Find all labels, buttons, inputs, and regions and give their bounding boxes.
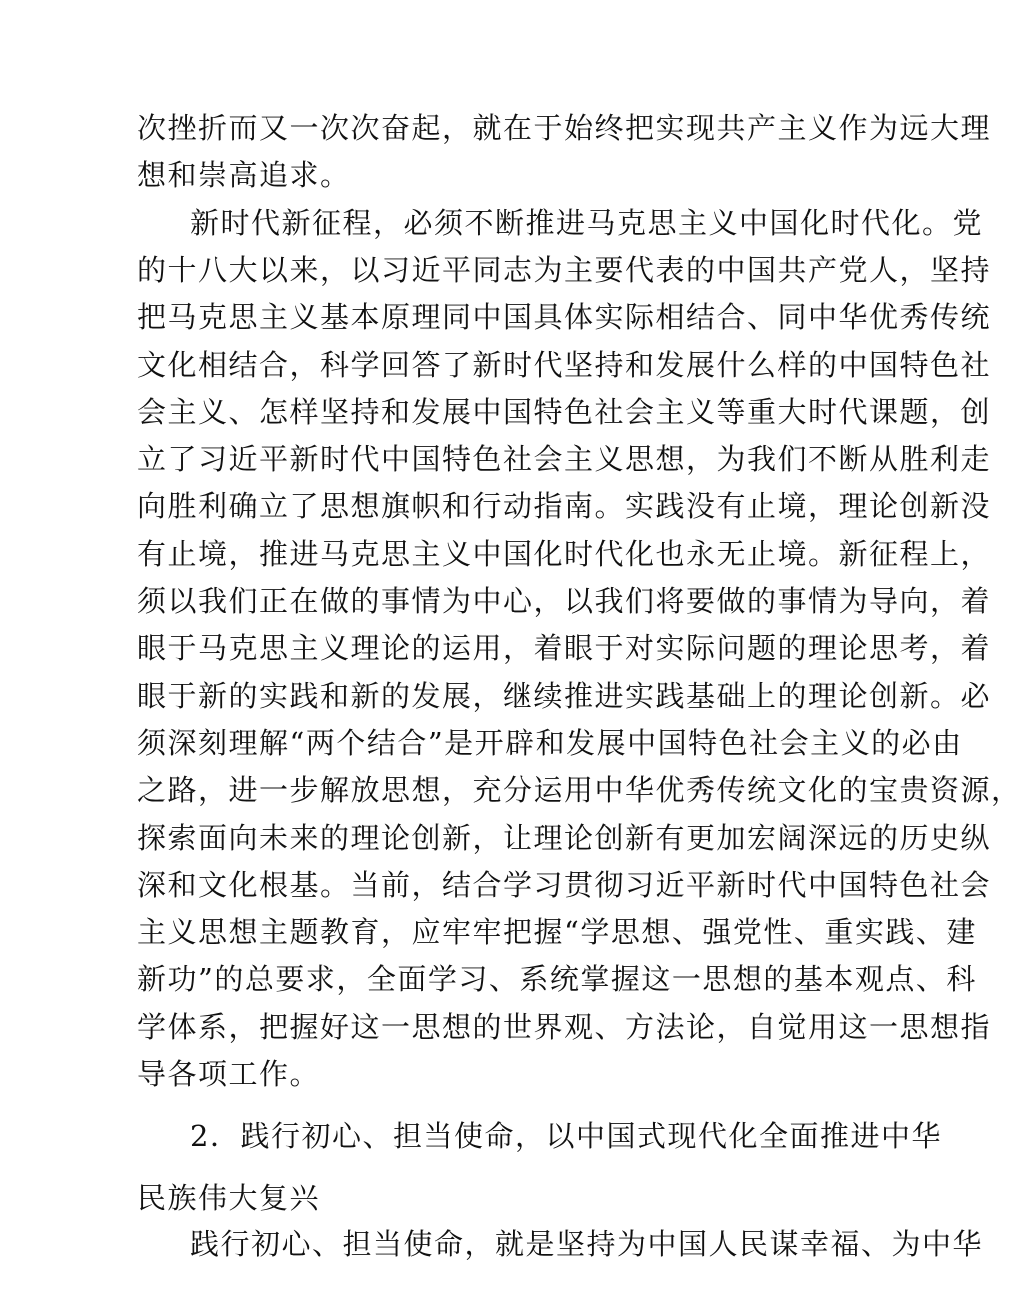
text-line: 向胜利确立了思想旗帜和行动指南。实践没有止境，理论创新没 — [137, 489, 992, 524]
text-line: 会主义、怎样坚持和发展中国特色社会主义等重大时代课题，创 — [137, 394, 992, 429]
section-heading-continuation: 民族伟大复兴 — [137, 1181, 321, 1215]
text-line: 眼于新的实践和新的发展，继续推进实践基础上的理论创新。必 — [137, 678, 992, 713]
text-line: 的十八大以来，以习近平同志为主要代表的中国共产党人，坚持 — [137, 252, 992, 287]
text-line: 须深刻理解“两个结合”是开辟和发展中国特色社会主义的必由 — [137, 725, 963, 760]
text-line: 立了习近平新时代中国特色社会主义思想，为我们不断从胜利走 — [137, 442, 992, 477]
text-line: 把马克思主义基本原理同中国具体实际相结合、同中华优秀传统 — [137, 300, 992, 335]
text-line: 探索面向未来的理论创新，让理论创新有更加宏阔深远的历史纵 — [137, 820, 992, 855]
text-line: 学体系，把握好这一思想的世界观、方法论，自觉用这一思想指 — [137, 1009, 992, 1044]
text-line: 文化相结合，科学回答了新时代坚持和发展什么样的中国特色社 — [137, 347, 992, 382]
text-line: 有止境，推进马克思主义中国化时代化也永无止境。新征程上， — [137, 536, 992, 571]
text-line: 主义思想主题教育，应牢牢把握“学思想、强党性、重实践、建 — [137, 915, 977, 950]
text-line: 想和崇高追求。 — [137, 158, 351, 193]
text-line: 深和文化根基。当前，结合学习贯彻习近平新时代中国特色社会 — [137, 867, 992, 902]
text-line: 须以我们正在做的事情为中心，以我们将要做的事情为导向，着 — [137, 584, 992, 618]
text-line: 导各项工作。 — [137, 1057, 321, 1091]
text-line: 眼于马克思主义理论的运用，着眼于对实际问题的理论思考，着 — [137, 631, 992, 666]
text-line: 新功”的总要求，全面学习、系统掌握这一思想的基本观点、科 — [137, 962, 977, 997]
paragraph-first-line: 践行初心、担当使命，就是坚持为中国人民谋幸福、为中华 — [190, 1227, 984, 1261]
section-heading: 2．践行初心、担当使命，以中国式现代化全面推进中华 — [190, 1119, 942, 1153]
text-line: 次挫折而又一次次奋起，就在于始终把实现共产主义作为远大理 — [137, 111, 992, 145]
text-line: 之路，进一步解放思想，充分运用中华优秀传统文化的宝贵资源， — [137, 773, 1022, 808]
paragraph-first-line: 新时代新征程，必须不断推进马克思主义中国化时代化。党 — [190, 205, 984, 240]
